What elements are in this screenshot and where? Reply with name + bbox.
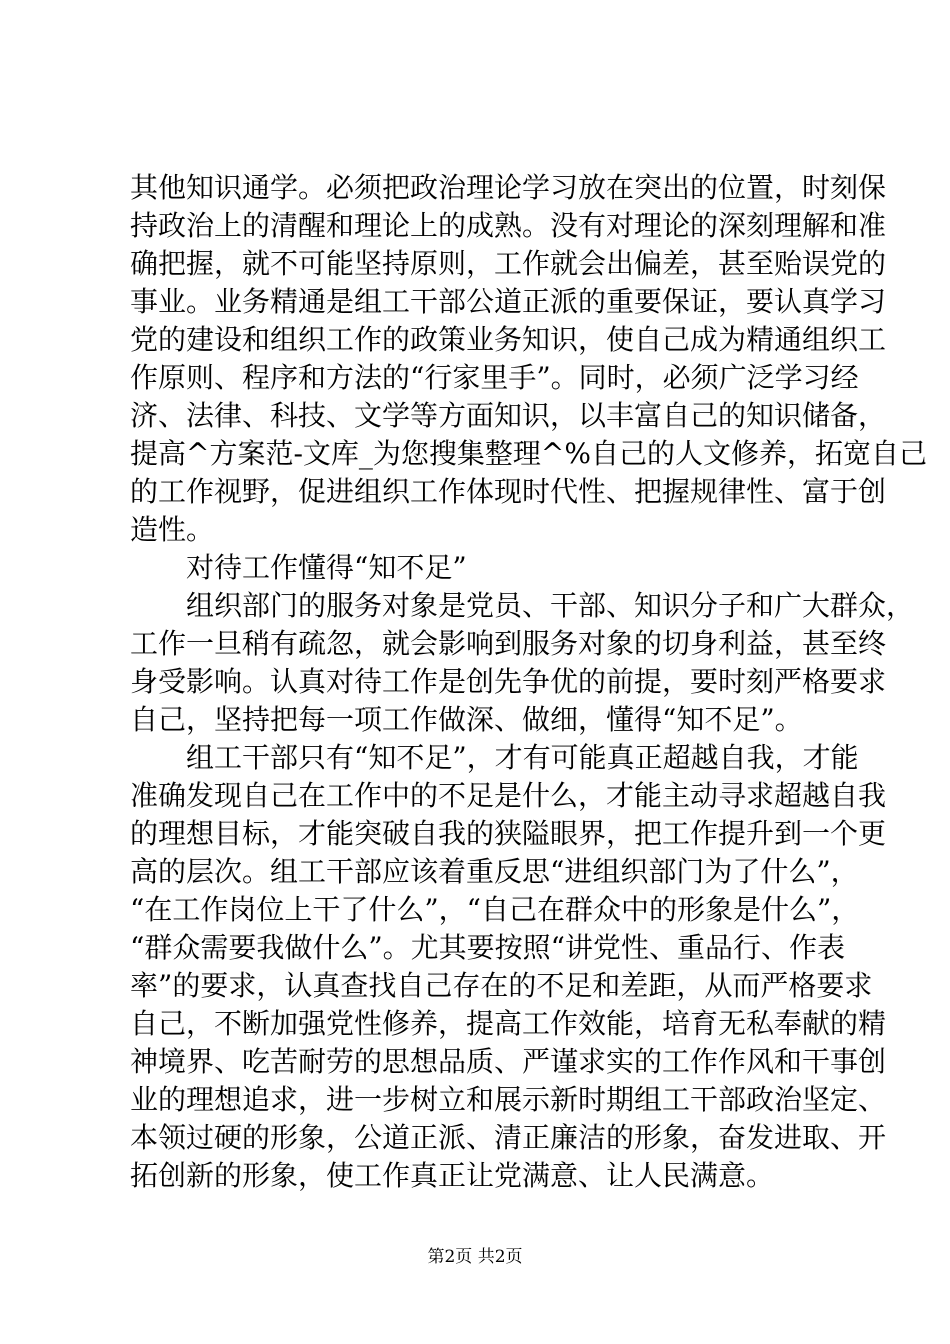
text-line: 确把握，就不可能坚持原则，工作就会出偏差，甚至贻误党的 [130, 247, 887, 280]
text-line: 其他知识通学。必须把政治理论学习放在突出的位置，时刻保 [130, 171, 887, 204]
text-line: 自己，不断加强党性修养，提高工作效能，培育无私奉献的精 [130, 1007, 887, 1040]
text-line: 自己，坚持把每一项工作做深、做细，懂得“知不足”。 [130, 703, 803, 736]
text-line: 事业。业务精通是组工干部公道正派的重要保证，要认真学习 [130, 285, 887, 318]
text-line: 高的层次。组工干部应该着重反思“进组织部门为了什么”， [130, 855, 859, 888]
text-line: 身受影响。认真对待工作是创先争优的前提，要时刻严格要求 [130, 665, 887, 698]
text-line: 工作一旦稍有疏忽，就会影响到服务对象的切身利益，甚至终 [130, 627, 887, 660]
text-line: “在工作岗位上干了什么”，“自己在群众中的形象是什么”， [130, 893, 860, 926]
text-line: 提高^方案范-文库_为您搜集整理^%自己的人文修养，拓宽自己 [130, 437, 927, 470]
text-line: 作原则、程序和方法的“行家里手”。同时，必须广泛学习经 [130, 361, 859, 394]
text-line: 业的理想追求，进一步树立和展示新时期组工干部政治坚定、 [130, 1083, 887, 1116]
page-number-footer: 第2页 共2页 [427, 1247, 523, 1267]
text-line: “群众需要我做什么”。尤其要按照“讲党性、重品行、作表 [130, 931, 845, 964]
text-line: 准确发现自己在工作中的不足是什么，才能主动寻求超越自我 [130, 779, 887, 812]
text-line: 造性。 [130, 513, 215, 546]
text-line: 组织部门的服务对象是党员、干部、知识分子和广大群众， [130, 589, 915, 622]
text-line: 济、法律、科技、文学等方面知识，以丰富自己的知识储备， [130, 399, 887, 432]
text-line: 组工干部只有“知不足”，才有可能真正超越自我，才能 [130, 741, 859, 774]
document-body [130, 169, 927, 1195]
text-line: 的理想目标，才能突破自我的狭隘眼界，把工作提升到一个更 [130, 817, 887, 850]
text-line: 率”的要求，认真查找自己存在的不足和差距，从而严格要求 [130, 969, 873, 1002]
text-line: 拓创新的形象，使工作真正让党满意、让人民满意。 [130, 1159, 775, 1192]
text-line: 本领过硬的形象，公道正派、清正廉洁的形象，奋发进取、开 [130, 1121, 887, 1154]
text-line: 的工作视野，促进组织工作体现时代性、把握规律性、富于创 [130, 475, 887, 508]
text-line: 神境界、吃苦耐劳的思想品质、严谨求实的工作作风和干事创 [130, 1045, 887, 1078]
section-heading: 对待工作懂得“知不足” [130, 551, 467, 584]
text-line: 持政治上的清醒和理论上的成熟。没有对理论的深刻理解和准 [130, 209, 887, 242]
text-line: 党的建设和组织工作的政策业务知识，使自己成为精通组织工 [130, 323, 887, 356]
